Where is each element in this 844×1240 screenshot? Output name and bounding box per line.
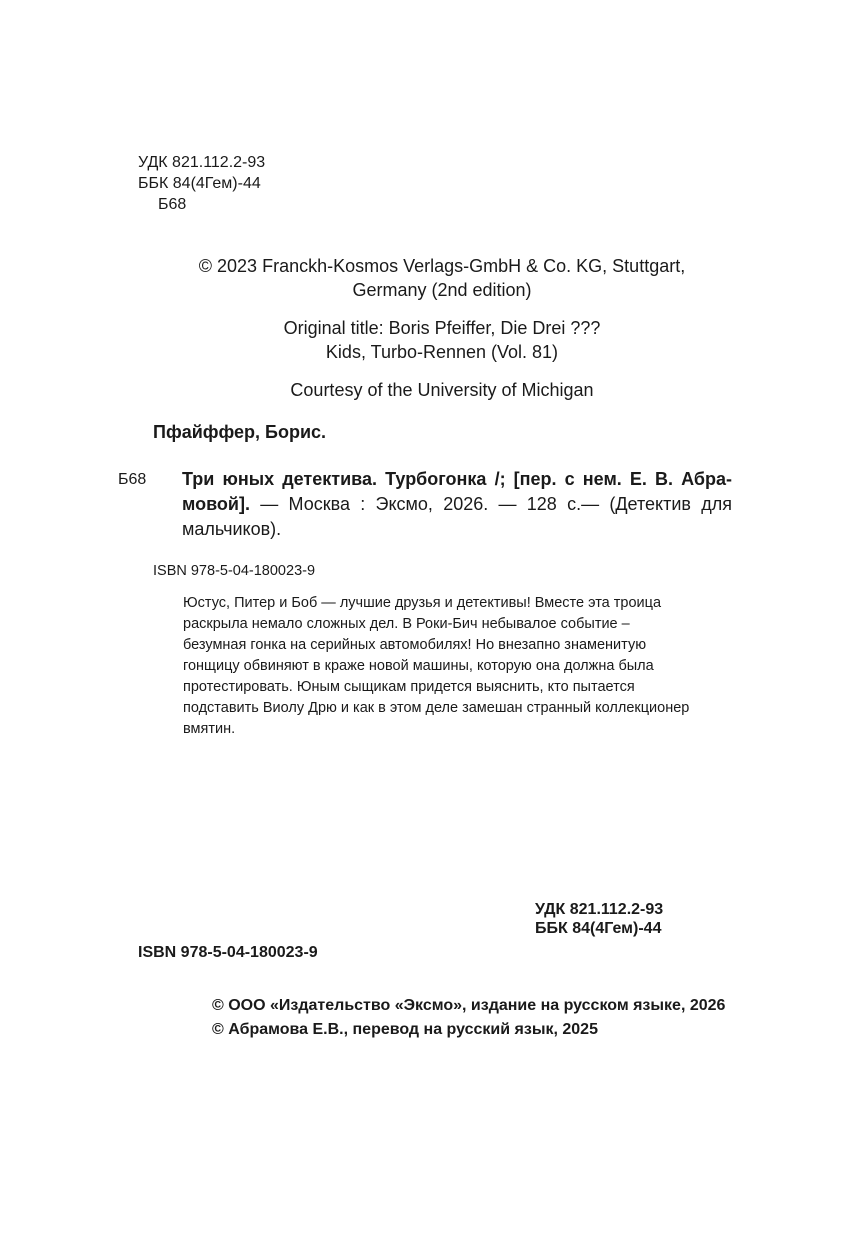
annotation-line: протестировать. Юным сыщикам придется выяснить, кто пытается <box>183 679 635 695</box>
copyright-line-1: © 2023 Franckh-Kosmos Verlags-GmbH & Co. KG, Stuttgart, <box>198 256 686 276</box>
annotation-line: раскрыла немало сложных дел. В Роки-Бич небывалое событие – <box>183 616 630 632</box>
original-copyright-block <box>150 254 734 402</box>
catalog-title-entry <box>182 467 732 542</box>
classification-block-top <box>138 152 265 215</box>
udk-code: УДК 821.112.2-93 <box>138 154 266 171</box>
annotation-line: подставить Виолу Дрю и как в этом деле замешан странный коллекционер <box>183 700 690 716</box>
copyright-line-2: Germany (2nd edition) <box>352 280 532 300</box>
annotation-line: безумная гонка на серийных автомобилях! Но внезапно знаменитую <box>183 637 647 653</box>
bbk-code: ББК 84(4Гем)-44 <box>138 175 261 192</box>
udk-code-bottom: УДК 821.112.2-93 <box>535 901 664 918</box>
classification-block-bottom <box>535 899 663 937</box>
catalog-line-2 <box>182 492 732 517</box>
catalog-author-mark: Б68 <box>118 471 147 488</box>
original-title-line-2: Kids, Turbo-Rennen (Vol. 81) <box>325 342 559 362</box>
author-mark: Б68 <box>158 196 187 213</box>
catalog-line-2-rest: — Москва : Эксмо, 2026. — 128 с.— (Детектив для <box>249 494 732 514</box>
isbn-small: ISBN 978-5-04-180023-9 <box>153 563 316 579</box>
annotation-line: Юстус, Питер и Боб — лучшие друзья и детективы! Вместе эта троица <box>183 595 662 611</box>
courtesy-line: Courtesy of the University of Michigan <box>290 380 594 400</box>
catalog-line-2-bold: мовой]. <box>182 494 250 514</box>
copyright-translator: © Абрамова Е.В., перевод на русский язык, 2025 <box>212 1021 598 1038</box>
spacer <box>150 302 734 316</box>
isbn-bottom: ISBN 978-5-04-180023-9 <box>138 944 318 961</box>
bbk-code-bottom: ББК 84(4Гем)-44 <box>535 920 662 937</box>
russian-copyright-block <box>212 995 725 1043</box>
catalog-line-1: Три юных детектива. Турбогонка /; [пер. с нем. Е. В. Абра- <box>182 469 732 489</box>
catalog-line-3: мальчиков). <box>182 519 282 539</box>
author-heading: Пфайффер, Борис. <box>153 422 327 442</box>
copyright-publisher: © ООО «Издательство «Эксмо», издание на русском языке, 2026 <box>212 997 726 1014</box>
annotation-line: гонщицу обвиняют в краже новой машины, которую она должна была <box>183 658 654 674</box>
original-title-line-1: Original title: Boris Pfeiffer, Die Drei ??? <box>283 318 601 338</box>
annotation-line: вмятин. <box>183 721 236 737</box>
annotation <box>183 593 743 740</box>
spacer <box>150 364 734 378</box>
